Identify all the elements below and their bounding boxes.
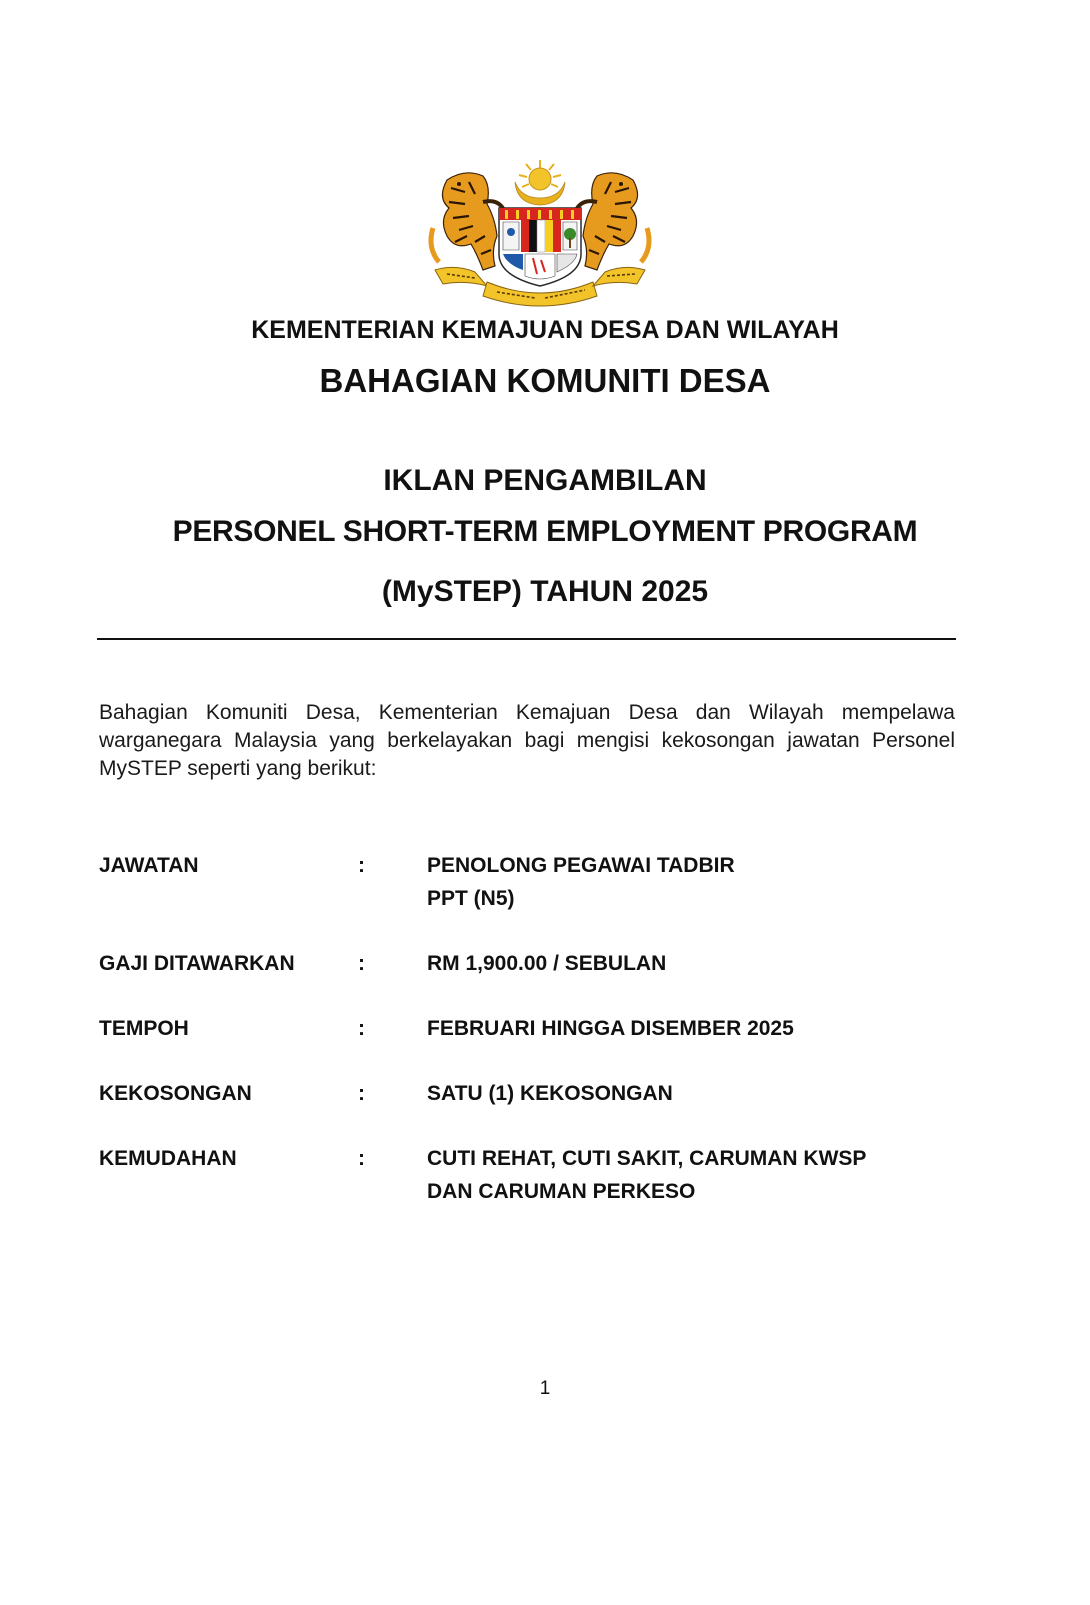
separator: :: [358, 1017, 365, 1040]
kemudahan-value: [427, 1142, 947, 1208]
title-divider: [97, 638, 956, 640]
gaji-value: [427, 947, 947, 980]
separator: :: [358, 1147, 365, 1170]
left-tiger-icon: [431, 173, 505, 270]
tempoh-value: [427, 1012, 947, 1045]
kekosongan-value-text: SATU (1) KEKOSONGAN: [427, 1082, 673, 1105]
page-number: 1: [539, 1378, 551, 1399]
kemudahan-value-line2: DAN CARUMAN PERKESO: [427, 1180, 696, 1203]
kekosongan-label: KEKOSONGAN: [99, 1082, 252, 1105]
division-name: BAHAGIAN KOMUNITI DESA: [319, 362, 771, 399]
jawatan-label: JAWATAN: [99, 854, 199, 877]
jawatan-value-line1: PENOLONG PEGAWAI TADBIR: [427, 854, 735, 877]
malaysia-coat-of-arms-icon: [425, 158, 655, 310]
ad-title-line2: PERSONEL SHORT-TERM EMPLOYMENT PROGRAM: [172, 515, 918, 548]
separator: :: [358, 952, 365, 975]
sun-icon: [519, 160, 561, 190]
separator: :: [358, 854, 365, 877]
kekosongan-value: [427, 1077, 947, 1110]
kemudahan-label: KEMUDAHAN: [99, 1147, 237, 1170]
tempoh-value-text: FEBRUARI HINGGA DISEMBER 2025: [427, 1017, 794, 1040]
ministry-name: KEMENTERIAN KEMAJUAN DESA DAN WILAYAH: [251, 316, 839, 344]
tempoh-label: TEMPOH: [99, 1017, 189, 1040]
jawatan-value-line2: PPT (N5): [427, 887, 515, 910]
gaji-value-text: RM 1,900.00 / SEBULAN: [427, 952, 667, 975]
right-tiger-icon: [575, 173, 649, 270]
ad-title-line3: (MySTEP) TAHUN 2025: [381, 575, 709, 608]
gaji-label: GAJI DITAWARKAN: [99, 952, 295, 975]
kemudahan-value-line1: CUTI REHAT, CUTI SAKIT, CARUMAN KWSP: [427, 1147, 867, 1170]
intro-paragraph: Bahagian Komuniti Desa, Kementerian Kemajuan Desa dan Wilayah mempelawa warganegara Malaysia yang berkelayakan bagi mengisi kekosongan jawatan Personel MySTEP seperti yang berikut:: [99, 701, 955, 780]
separator: :: [358, 1082, 365, 1105]
shield-icon: [499, 208, 581, 286]
ad-title-line1: IKLAN PENGAMBILAN: [383, 464, 707, 497]
jawatan-value: [427, 849, 947, 915]
